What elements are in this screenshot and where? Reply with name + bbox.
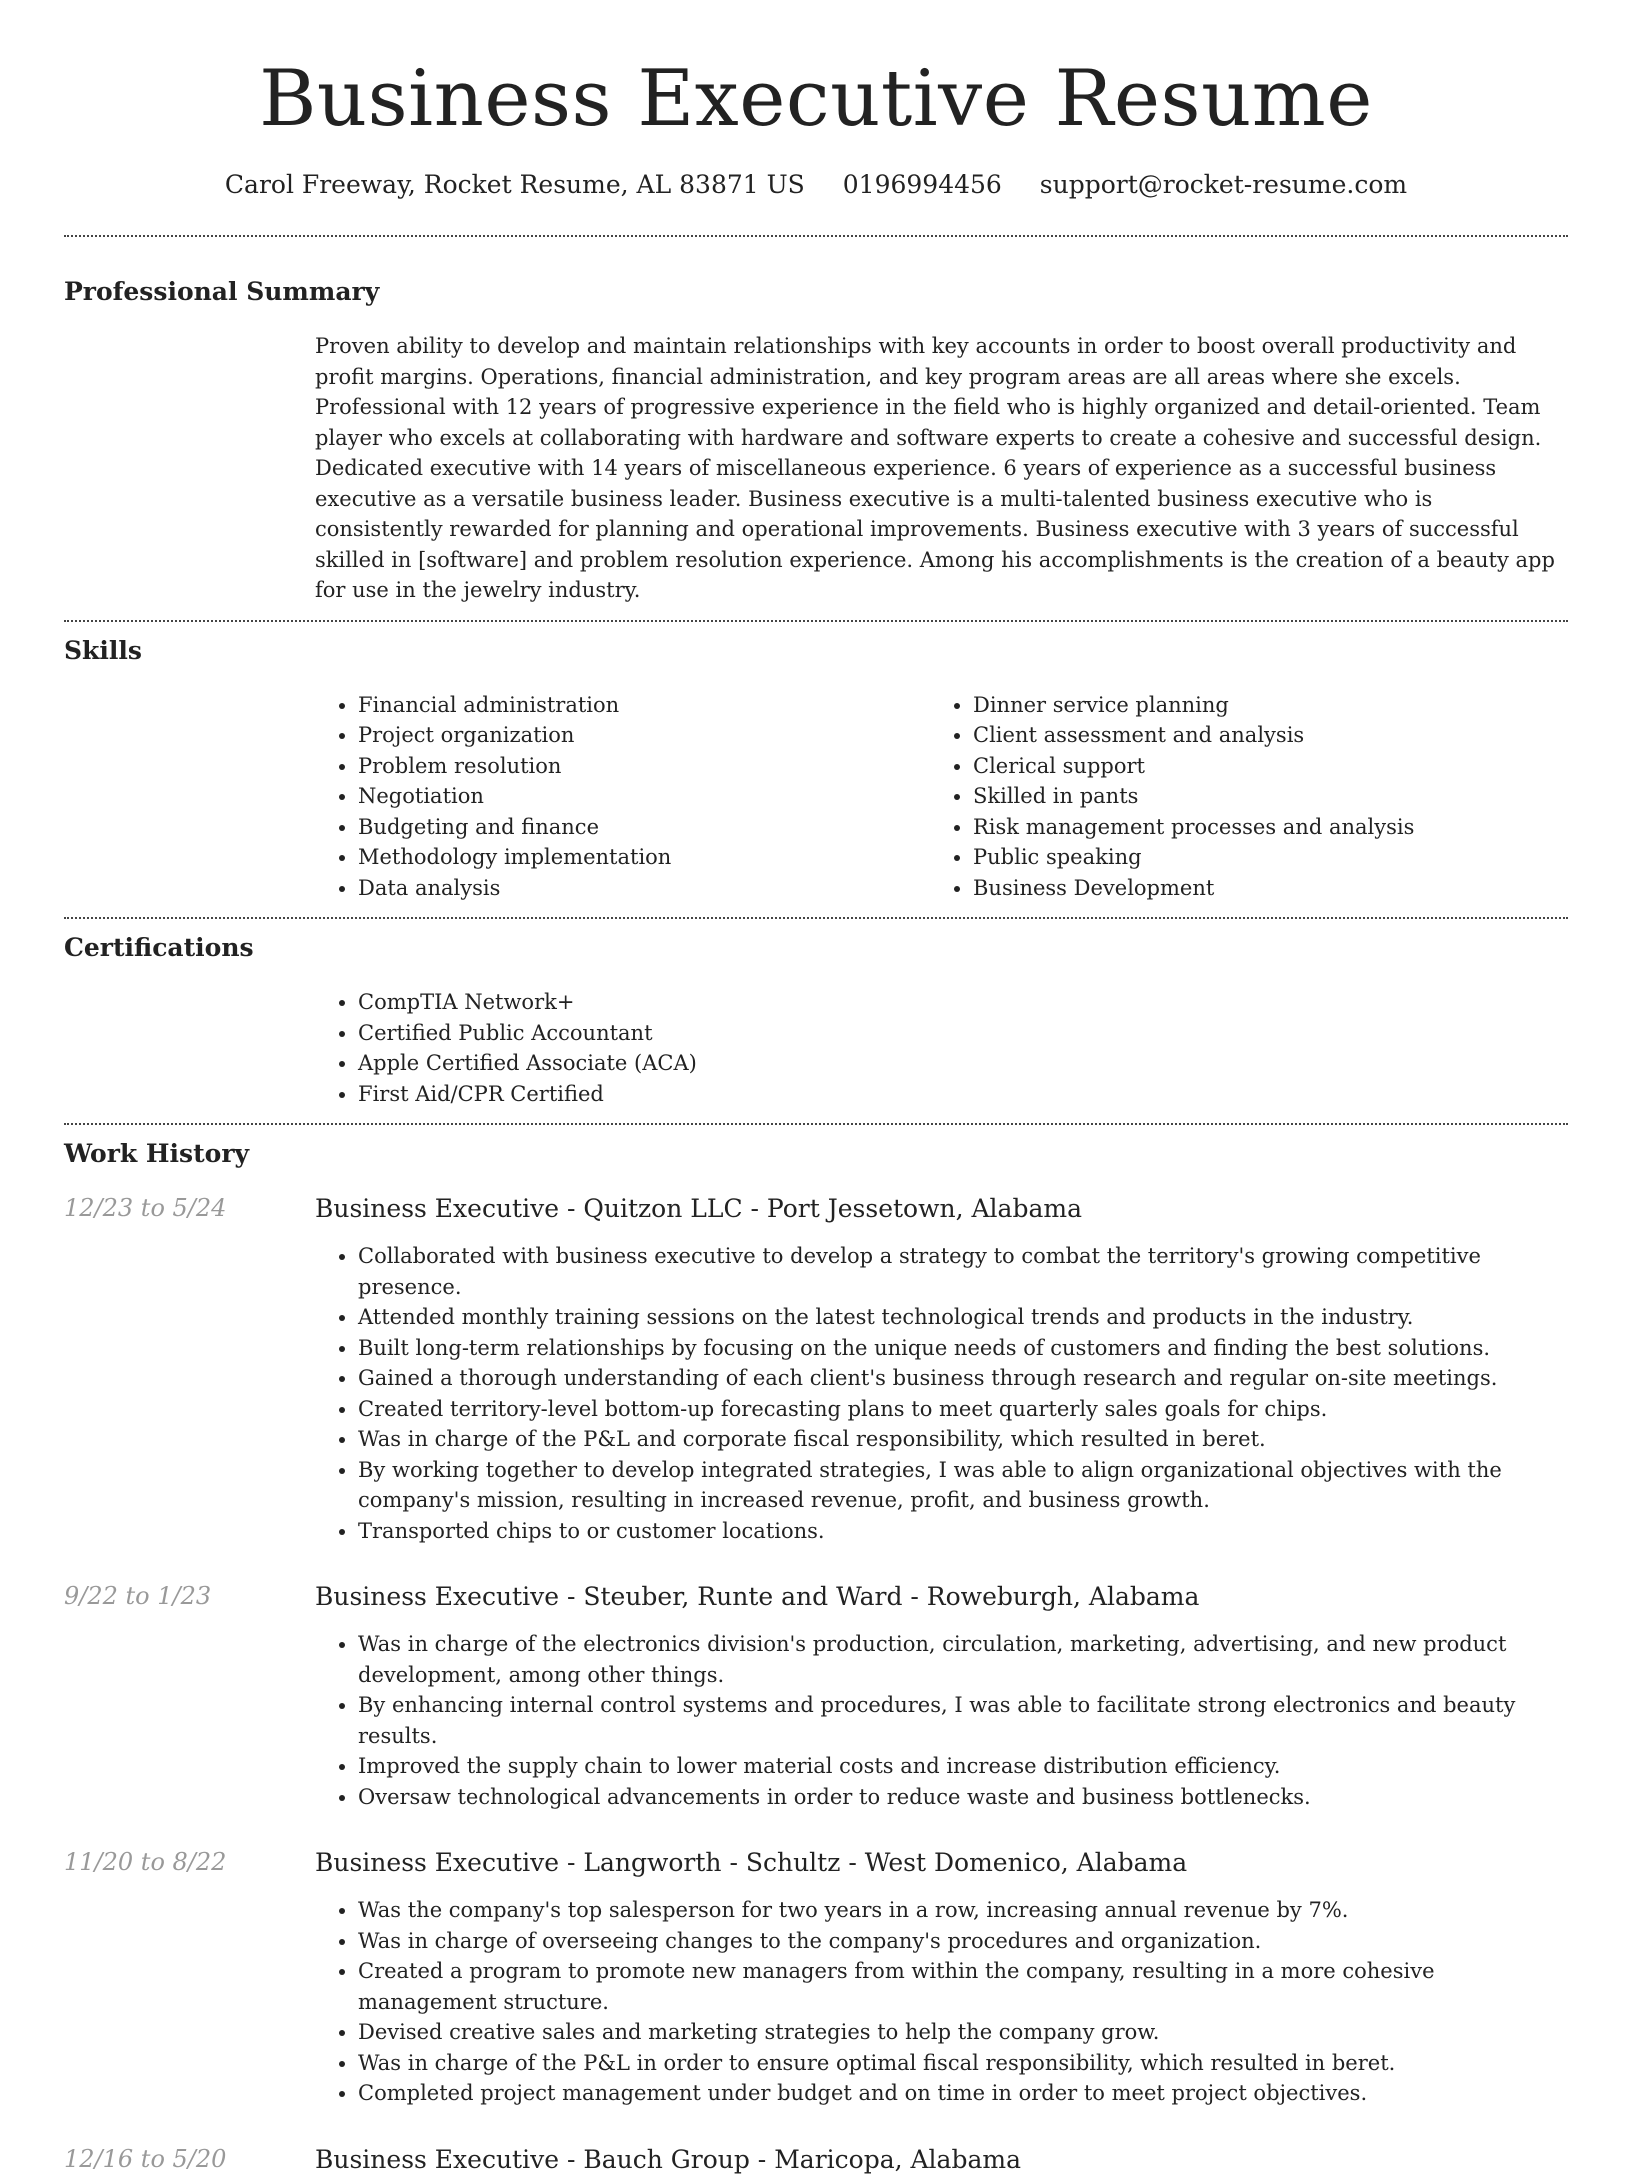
job-bullet: • Oversaw technological advancements in order to reduce waste and business bottlenecks.	[358, 1782, 1568, 1813]
job-bullet: • Was the company's top salesperson for two years in a row, increasing annual revenue by 7%.	[358, 1895, 1568, 1926]
job-bullet: • By working together to develop integrated strategies, I was able to align organizational objectives with the company's mission, resulting in increased revenue, profit, and business growth.	[358, 1455, 1568, 1516]
contact-line	[64, 170, 1568, 199]
skill-item: • Client assessment and analysis	[973, 720, 1545, 751]
skill-item: • Risk management processes and analysis	[973, 812, 1545, 843]
job-bullet: • Improved the supply chain to lower material costs and increase distribution efficiency.	[358, 1751, 1568, 1782]
summary-text: Proven ability to develop and maintain relationships with key accounts in order to boost overall productivity and profit margins. Operations, financial administration, and key program areas are all areas where she excels. Professional with 12 years of progressive experience in the field who is highly organized and detail-oriented. Team player who excels at collaborating with hardware and software experts to create a cohesive and successful design. Dedicated executive with 14 years of miscellaneous experience. 6 years of experience as a successful business executive as a versatile business leader. Business executive is a multi-talented business executive who is consistently rewarded for planning and operational improvements. Business executive with 3 years of successful skilled in [software] and problem resolution experience. Among his accomplishments is the creation of a beauty app for use in the jewelry industry.	[315, 334, 1555, 602]
contact-address: Carol Freeway, Rocket Resume, AL 83871 US	[224, 170, 805, 199]
job-title: Business Executive - Steuber, Runte and Ward - Roweburgh, Alabama	[315, 1582, 1200, 1611]
certification-item: • First Aid/CPR Certified	[358, 1079, 1568, 1110]
certifications-list	[315, 987, 1568, 1109]
job-bullet: • Devised creative sales and marketing strategies to help the company grow.	[358, 2017, 1568, 2048]
job-bullet: • Completed project management under budget and on time in order to meet project objectives.	[358, 2078, 1568, 2109]
divider	[64, 1123, 1568, 1125]
work-section	[64, 1141, 1568, 2172]
skill-item: • Public speaking	[973, 842, 1545, 873]
job-entry	[64, 1850, 1568, 2109]
skill-item: • Data analysis	[358, 873, 930, 904]
certification-item: • CompTIA Network+	[358, 987, 1568, 1018]
certifications-section	[64, 935, 1568, 1109]
job-bullets	[315, 1241, 1568, 1546]
skill-item: • Problem resolution	[358, 751, 930, 782]
divider	[64, 917, 1568, 919]
skill-item: • Clerical support	[973, 751, 1545, 782]
certification-item: • Apple Certified Associate (ACA)	[358, 1048, 1568, 1079]
contact-email: support@rocket-resume.com	[1039, 170, 1408, 199]
job-bullets	[315, 1629, 1568, 1812]
skills-heading: Skills	[64, 635, 142, 665]
resume-page	[64, 0, 1568, 2172]
job-bullet: • Was in charge of the P&L in order to ensure optimal fiscal responsibility, which resulted in beret.	[358, 2048, 1568, 2079]
job-entry	[64, 1584, 1568, 1812]
skill-item: • Methodology implementation	[358, 842, 930, 873]
contact-phone: 0196994456	[842, 170, 1002, 199]
job-bullet: • Created a program to promote new managers from within the company, resulting in a more cohesive management structure.	[358, 1956, 1568, 2017]
summary-heading: Professional Summary	[64, 277, 380, 306]
job-bullet: • By enhancing internal control systems and procedures, I was able to facilitate strong electronics and beauty results.	[358, 1690, 1568, 1751]
job-header	[64, 1584, 1568, 1609]
job-bullet: • Was in charge of the P&L and corporate fiscal responsibility, which resulted in beret.	[358, 1424, 1568, 1455]
job-entry	[64, 1196, 1568, 1546]
skill-item: • Project organization	[358, 720, 930, 751]
certifications-heading: Certifications	[64, 933, 254, 962]
job-bullet: • Created territory-level bottom-up forecasting plans to meet quarterly sales goals for chips.	[358, 1394, 1568, 1425]
skill-item: • Financial administration	[358, 690, 930, 721]
job-header	[64, 1850, 1568, 1875]
job-title: Business Executive - Bauch Group - Maricopa, Alabama	[315, 2144, 1021, 2174]
skill-item: • Dinner service planning	[973, 690, 1545, 721]
job-date: 12/16 to 5/20	[64, 2144, 227, 2173]
certification-item: • Certified Public Accountant	[358, 1018, 1568, 1049]
job-entry	[64, 2144, 1568, 2174]
job-bullet: • Built long-term relationships by focusing on the unique needs of customers and finding the best solutions.	[358, 1333, 1568, 1364]
job-bullet: • Transported chips to or customer locations.	[358, 1516, 1568, 1547]
job-bullet: • Was in charge of the electronics division's production, circulation, marketing, advertising, and new product development, among other things.	[358, 1629, 1568, 1690]
skill-item: • Negotiation	[358, 781, 930, 812]
job-bullet: • Collaborated with business executive to develop a strategy to combat the territory's growing competitive presence.	[358, 1241, 1568, 1302]
job-header	[64, 2144, 1568, 2174]
divider	[64, 620, 1568, 622]
skill-item: • Business Development	[973, 873, 1545, 904]
divider	[64, 235, 1568, 237]
skill-item: • Budgeting and finance	[358, 812, 930, 843]
certifications-body	[315, 987, 1568, 1109]
skill-item: • Skilled in pants	[973, 781, 1545, 812]
summary-section	[64, 279, 1568, 606]
job-bullet: • Was in charge of overseeing changes to the company's procedures and organization.	[358, 1926, 1568, 1957]
job-date: 11/20 to 8/22	[64, 1848, 227, 1876]
skills-section	[64, 635, 1568, 904]
work-heading: Work History	[64, 1139, 250, 1168]
skills-columns	[315, 690, 1568, 904]
job-header	[64, 1196, 1568, 1221]
job-bullets	[315, 1895, 1568, 2109]
job-title: Business Executive - Langworth - Schultz - West Domenico, Alabama	[315, 1848, 1188, 1877]
skills-left-list	[315, 690, 930, 904]
resume-title: Business Executive Resume	[259, 54, 1373, 144]
job-date: 9/22 to 1/23	[64, 1582, 212, 1610]
job-bullet: • Gained a thorough understanding of each client's business through research and regular on-site meetings.	[358, 1363, 1568, 1394]
skills-right-list	[930, 690, 1545, 904]
job-date: 12/23 to 5/24	[64, 1194, 227, 1222]
job-title: Business Executive - Quitzon LLC - Port Jessetown, Alabama	[315, 1194, 1082, 1223]
job-bullet: • Attended monthly training sessions on the latest technological trends and products in the industry.	[358, 1302, 1568, 1333]
